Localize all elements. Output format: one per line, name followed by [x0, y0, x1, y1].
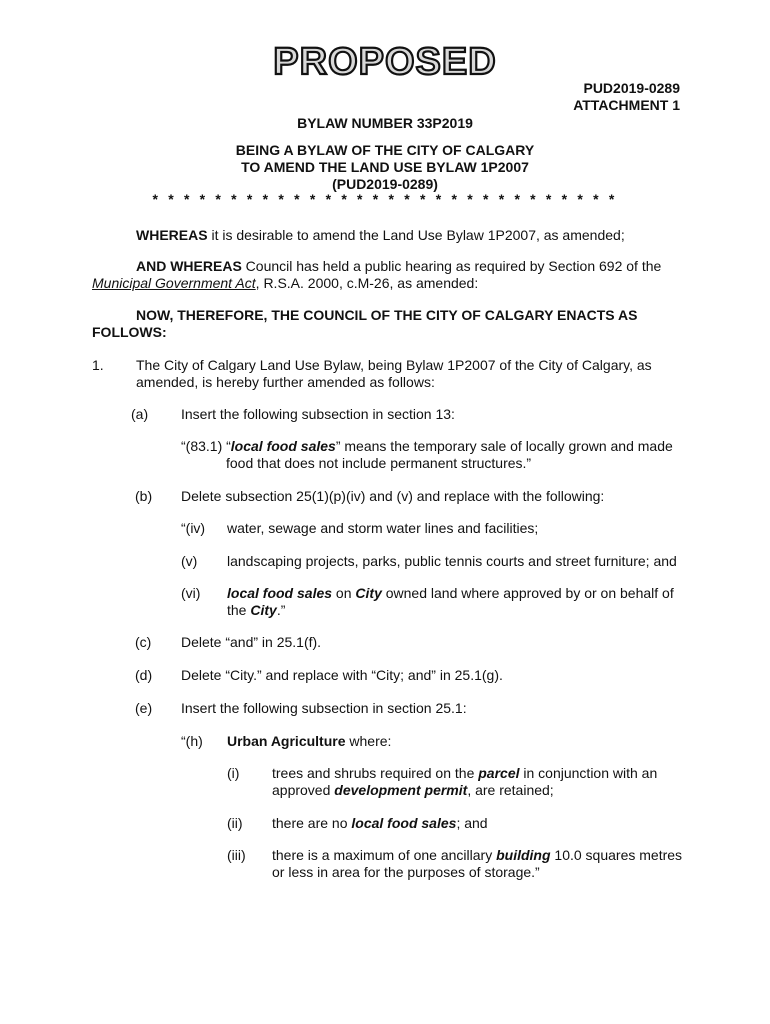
term-local-food-sales: local food sales [351, 815, 457, 831]
section-1-line-2: amended, is hereby further amended as follows: [136, 374, 435, 390]
h-rest: where: [345, 733, 392, 749]
term-city: City [355, 585, 382, 601]
and-whereas-text: Council has held a public hearing as required by Section 692 of the [241, 258, 662, 274]
i-pre: trees and shrubs required on the [272, 765, 479, 781]
item-a-label: (a) [131, 406, 149, 422]
ii-pre: there are no [272, 815, 352, 831]
term-city: City [250, 602, 277, 618]
whereas-lead: WHEREAS [136, 227, 208, 243]
enacts-line-1: NOW, THEREFORE, THE COUNCIL OF THE CITY OF CALGARY ENACTS AS [136, 307, 638, 323]
term-building: building [496, 847, 551, 863]
and-whereas-lead: AND WHEREAS [136, 258, 242, 274]
i-line2-pre: approved [272, 782, 335, 798]
item-e-iii-text [272, 847, 702, 881]
whereas-paragraph [92, 227, 682, 244]
title-line-2: TO AMEND THE LAND USE BYLAW 1P2007 [241, 159, 529, 175]
item-b-v-label: (v) [181, 553, 198, 569]
term-local-food-sales: local food sales [227, 585, 333, 601]
vi-mid: on [332, 585, 356, 601]
enacts-line-2: FOLLOWS: [92, 324, 167, 340]
vi-line2-pre: the [227, 602, 251, 618]
iii-pre: there is a maximum of one ancillary [272, 847, 497, 863]
item-e-h-text [227, 733, 391, 750]
item-c-text: Delete “and” in 25.1(f). [181, 634, 322, 650]
item-b-vi-text [227, 585, 697, 619]
enacts-paragraph [92, 307, 682, 341]
item-b-iv-text: water, sewage and storm water lines and facilities; [227, 520, 539, 536]
item-e-text: Insert the following subsection in section 25.1: [181, 700, 467, 716]
i-line2-post: , are retained; [467, 782, 554, 798]
section-1-line-1: The City of Calgary Land Use Bylaw, being Bylaw 1P2007 of the City of Calgary, as [136, 357, 652, 373]
bylaw-number: BYLAW NUMBER 33P2019 [297, 115, 473, 131]
proposed-stamp [272, 38, 498, 82]
item-e-ii-text [272, 815, 488, 832]
vi-line2-post: .” [276, 602, 286, 618]
item-a-definition [181, 438, 701, 472]
iii-line-2: or less in area for the purposes of storage.” [272, 864, 540, 880]
reference-number: PUD2019-0289 [583, 80, 680, 96]
and-whereas-text-2: , R.S.A. 2000, c.M-26, as amended: [255, 275, 479, 291]
whereas-text: it is desirable to amend the Land Use Bylaw 1P2007, as amended; [207, 227, 625, 243]
item-a-text: Insert the following subsection in section 13: [181, 406, 455, 422]
item-b-iv-label: “(iv) [181, 520, 206, 536]
title-line-3: (PUD2019-0289) [332, 176, 438, 192]
item-d-text: Delete “City.” and replace with “City; and” in 25.1(g). [181, 667, 503, 683]
and-whereas-paragraph [92, 258, 682, 292]
item-b-vi-label: (vi) [181, 585, 201, 601]
term-development-permit: development permit [334, 782, 468, 798]
vi-rest: owned land where approved by or on behalf of [381, 585, 674, 601]
star-divider: * * * * * * * * * * * * * * * * * * * * * * * * * * * * * * [152, 191, 618, 207]
item-e-label: (e) [135, 700, 153, 716]
term-parcel: parcel [478, 765, 520, 781]
item-e-i-label: (i) [227, 765, 240, 781]
item-a-quote-open: “(83.1) “ [181, 438, 231, 454]
item-b-v-text: landscaping projects, parks, public tennis courts and street furniture; and [227, 553, 677, 569]
item-e-h-label: “(h) [181, 733, 203, 749]
item-a-line-2: food that does not include permanent structures.” [226, 455, 532, 471]
act-name: Municipal Government Act [92, 275, 256, 291]
term-urban-agriculture: Urban Agriculture [227, 733, 346, 749]
title-line-1: BEING A BYLAW OF THE CITY OF CALGARY [235, 142, 535, 158]
attachment-label: ATTACHMENT 1 [573, 97, 680, 113]
item-e-ii-label: (ii) [227, 815, 243, 831]
section-1-number: 1. [92, 357, 104, 373]
section-1-text [136, 357, 696, 391]
item-b-text: Delete subsection 25(1)(p)(iv) and (v) and replace with the following: [181, 488, 605, 504]
ii-post: ; and [456, 815, 488, 831]
item-e-iii-label: (iii) [227, 847, 246, 863]
i-mid: in conjunction with an [519, 765, 658, 781]
item-c-label: (c) [135, 634, 152, 650]
term-local-food-sales: local food sales [230, 438, 336, 454]
item-b-label: (b) [135, 488, 153, 504]
iii-post: 10.0 squares metres [550, 847, 683, 863]
proposed-stamp-text: PROPOSED [273, 41, 497, 82]
item-a-quote-rest: ” means the temporary sale of locally grown and made [335, 438, 673, 454]
item-d-label: (d) [135, 667, 153, 683]
item-e-i-text [272, 765, 692, 799]
